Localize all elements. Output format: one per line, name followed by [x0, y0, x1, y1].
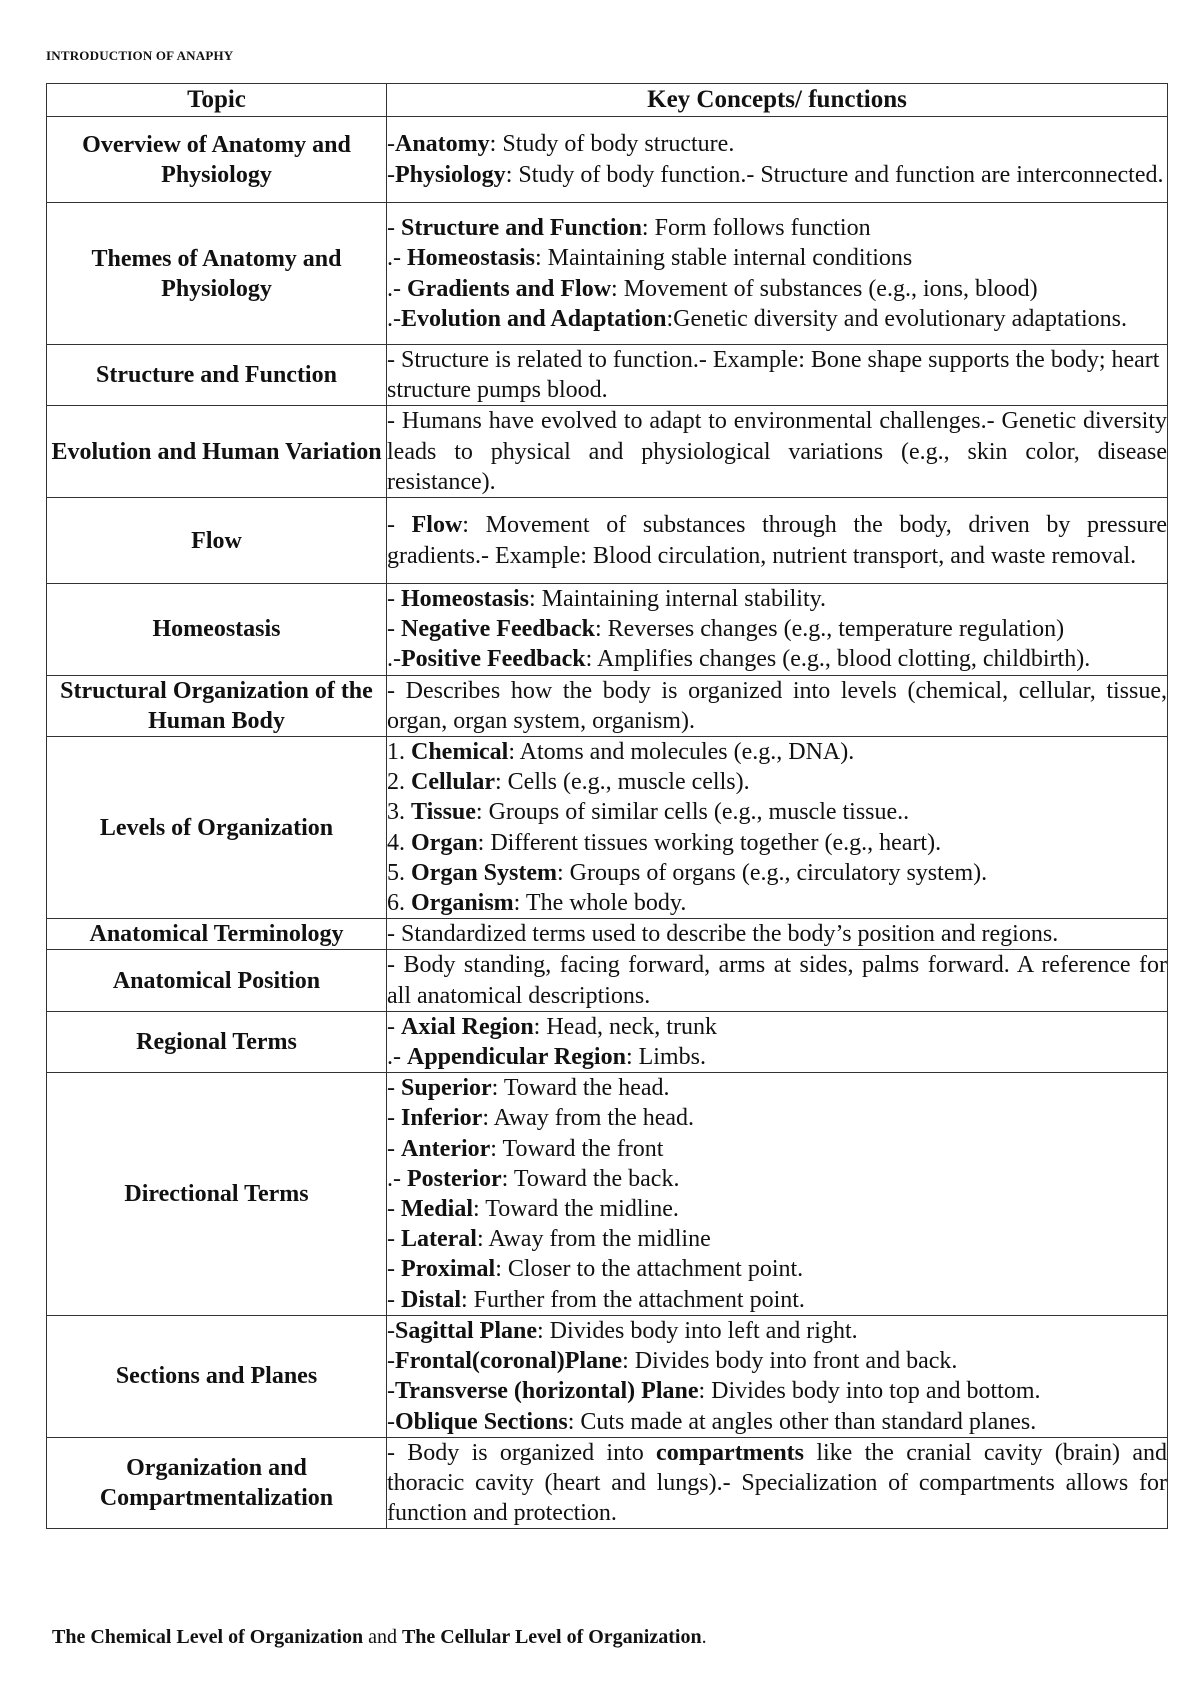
concept-text: : Away from the head. [482, 1105, 695, 1132]
concept-text: : Groups of organs (e.g., circulatory system). [557, 859, 988, 886]
concept-line [387, 1285, 1167, 1315]
concept-cell [387, 584, 1168, 676]
concept-text: - [387, 1226, 401, 1253]
concept-text: .- [387, 646, 401, 673]
concept-text: : Maintaining stable internal conditions [535, 245, 913, 272]
concept-line [387, 614, 1167, 644]
header-topic: Topic [47, 84, 387, 117]
concept-term: Appendicular Region [407, 1044, 626, 1071]
concept-line [387, 888, 1167, 918]
concept-text: - Structure is related to function.- Example: Bone shape supports the body; heart structure pumps blood. [387, 347, 1160, 404]
concept-term: Organism [411, 890, 514, 917]
concept-text: : Groups of similar cells (e.g., muscle tissue.. [475, 799, 910, 826]
concept-line [387, 129, 1167, 159]
topic-cell: Evolution and Human Variation [47, 406, 387, 498]
concept-cell [387, 498, 1168, 584]
concept-text: - [387, 215, 401, 242]
concept-cell [387, 1073, 1168, 1316]
concept-line [387, 1346, 1167, 1376]
table-row [47, 584, 1168, 676]
concept-term: Positive Feedback [401, 646, 586, 673]
concept-line [387, 1316, 1167, 1346]
concept-text: : Away from the midline [476, 1226, 711, 1253]
concept-text: : Toward the back. [501, 1165, 680, 1192]
concept-text: - [387, 131, 395, 158]
concept-term: Superior [401, 1075, 492, 1102]
concept-text: .- [387, 245, 407, 272]
concept-text: : Movement of substances through the body, driven by pressure gradients.- Example: Blood circulation, nutrient transport, and waste removal. [387, 512, 1167, 569]
concept-line [387, 406, 1167, 497]
concept-cell [387, 1437, 1168, 1529]
concept-term: Frontal(coronal)Plane [395, 1348, 623, 1375]
concept-line [387, 160, 1167, 190]
table-row [47, 1011, 1168, 1072]
concept-text: - [387, 1105, 401, 1132]
topic-cell: Themes of Anatomy and Physiology [47, 203, 387, 345]
concept-text: : Study of body function.- Structure and function are interconnected. [505, 161, 1164, 188]
concept-line [387, 1134, 1167, 1164]
concepts-table [46, 83, 1168, 1529]
concept-text: : Form follows function [641, 215, 871, 242]
table-row [47, 345, 1168, 406]
footer-note [52, 1626, 707, 1649]
concept-line [387, 797, 1167, 827]
table-row [47, 498, 1168, 584]
concept-term: Physiology [395, 161, 506, 188]
concept-line [387, 737, 1167, 767]
concept-text: : Closer to the attachment point. [495, 1256, 804, 1283]
table-body [47, 117, 1168, 1529]
header-key-concepts: Key Concepts/ functions [387, 84, 1168, 117]
concept-term: Negative Feedback [401, 616, 595, 643]
concept-text: 1. [387, 739, 411, 766]
concept-line [387, 510, 1167, 570]
concept-text: - [387, 1348, 395, 1375]
concept-text: - [387, 1378, 395, 1405]
concept-term: Proximal [401, 1256, 496, 1283]
concept-term: Medial [401, 1196, 473, 1223]
concept-text: : Divides body into top and bottom. [698, 1378, 1041, 1405]
concept-term: Cellular [411, 769, 495, 796]
concept-text: - Body is organized into [387, 1439, 657, 1466]
concept-line [387, 767, 1167, 797]
concept-line [387, 1042, 1167, 1072]
concept-text: : Reverses changes (e.g., temperature regulation) [594, 616, 1065, 643]
concept-text: - [387, 1408, 395, 1435]
topic-cell: Structural Organization of the Human Body [47, 675, 387, 736]
footer-cellular-level: The Cellular Level of Organization [401, 1626, 702, 1648]
concept-text: : Atoms and molecules (e.g., DNA). [508, 739, 855, 766]
concept-term: Oblique Sections [395, 1408, 568, 1435]
table-row [47, 919, 1168, 950]
concept-line [387, 1254, 1167, 1284]
concept-text: : Divides body into left and right. [537, 1317, 858, 1344]
concept-text: .- [387, 275, 407, 302]
concept-text: :Genetic diversity and evolutionary adaptations. [666, 305, 1127, 332]
concept-term: Anatomy [395, 131, 490, 158]
concept-text: : Amplifies changes (e.g., blood clotting, childbirth). [585, 646, 1091, 673]
concept-text: - Describes how the body is organized into levels (chemical, cellular, tissue, organ, organ system, organism). [387, 677, 1167, 734]
concept-text: : Study of body structure. [489, 131, 735, 158]
concept-line [387, 950, 1167, 1010]
concept-term: Chemical [411, 739, 509, 766]
topic-cell: Anatomical Terminology [47, 919, 387, 950]
table-header-row [47, 84, 1168, 117]
table-row [47, 675, 1168, 736]
topic-cell: Anatomical Position [47, 950, 387, 1011]
topic-cell: Levels of Organization [47, 737, 387, 919]
concept-line [387, 1407, 1167, 1437]
topic-cell: Sections and Planes [47, 1315, 387, 1437]
concept-text: : Toward the head. [491, 1075, 670, 1102]
concept-text: : Movement of substances (e.g., ions, blood) [611, 275, 1038, 302]
concept-text: : Limbs. [625, 1044, 706, 1071]
concept-cell [387, 345, 1168, 406]
concept-text: - [387, 1075, 401, 1102]
concept-text: : Further from the attachment point. [461, 1286, 805, 1313]
concept-line [387, 1073, 1167, 1103]
concept-line [387, 243, 1167, 273]
concept-text: : Toward the front [490, 1135, 664, 1162]
concept-text: : Divides body into front and back. [622, 1348, 958, 1375]
table-row [47, 737, 1168, 919]
topic-cell: Directional Terms [47, 1073, 387, 1316]
table-row [47, 1073, 1168, 1316]
concept-term: Transverse (horizontal) Plane [395, 1378, 699, 1405]
concept-text: : Head, neck, trunk [533, 1013, 717, 1040]
concept-term: Flow [411, 512, 463, 539]
concept-text: like the cranial cavity (brain) and thoracic cavity (heart and lungs).- Specialization of compartments allows for function and protection. [387, 1439, 1168, 1527]
concept-cell [387, 117, 1168, 203]
concept-text: : Toward the midline. [473, 1196, 679, 1223]
concept-line [387, 1438, 1167, 1529]
concept-text: - [387, 1286, 401, 1313]
concept-term: Inferior [401, 1105, 483, 1132]
concept-text: - [387, 1256, 401, 1283]
concept-text: - [387, 1135, 401, 1162]
concept-cell [387, 919, 1168, 950]
concept-text: : The whole body. [513, 890, 687, 917]
concept-term: Axial Region [401, 1013, 534, 1040]
concept-term: Homeostasis [401, 586, 529, 613]
concept-term: Anterior [401, 1135, 491, 1162]
concept-text: : Maintaining internal stability. [529, 586, 827, 613]
topic-cell: Structure and Function [47, 345, 387, 406]
concept-cell [387, 1315, 1168, 1437]
concept-text: 4. [387, 829, 411, 856]
concept-text: .- [387, 305, 401, 332]
topic-cell: Regional Terms [47, 1011, 387, 1072]
concept-line [387, 1194, 1167, 1224]
concept-line [387, 1376, 1167, 1406]
concept-text: - Body standing, facing forward, arms at sides, palms forward. A reference for all anatomical descriptions. [387, 952, 1167, 1009]
concept-term: Organ [411, 829, 478, 856]
concept-text: - [387, 586, 401, 613]
topic-cell: Homeostasis [47, 584, 387, 676]
concept-cell [387, 737, 1168, 919]
concept-text: .- [387, 1044, 407, 1071]
concept-line [387, 345, 1167, 405]
concept-term: Tissue [411, 799, 476, 826]
concept-term: Structure and Function [401, 215, 642, 242]
concept-cell [387, 203, 1168, 345]
concept-line [387, 644, 1167, 674]
concept-text: 3. [387, 799, 411, 826]
concept-line [387, 919, 1167, 949]
concept-cell [387, 1011, 1168, 1072]
document-title: INTRODUCTION OF ANAPHY [46, 48, 234, 63]
table-row [47, 406, 1168, 498]
concept-term: Posterior [407, 1165, 502, 1192]
table-row [47, 117, 1168, 203]
concept-term: Organ System [411, 859, 557, 886]
table-row [47, 1315, 1168, 1437]
concept-cell [387, 950, 1168, 1011]
concept-line [387, 1224, 1167, 1254]
concept-text: - [387, 512, 412, 539]
concept-line [387, 828, 1167, 858]
concept-line [387, 213, 1167, 243]
concept-term: Lateral [401, 1226, 477, 1253]
concept-text: : Cuts made at angles other than standard planes. [567, 1408, 1037, 1435]
concept-text: : Cells (e.g., muscle cells). [495, 769, 750, 796]
concept-text: - [387, 1013, 401, 1040]
concept-text: 5. [387, 859, 411, 886]
table-row [47, 1437, 1168, 1529]
topic-cell: Organization and Compartmentalization [47, 1437, 387, 1529]
concept-text: - [387, 616, 401, 643]
table-row [47, 203, 1168, 345]
footer-chemical-level: The Chemical Level of Organization [52, 1626, 364, 1648]
footer-and: and [363, 1626, 402, 1648]
topic-cell: Flow [47, 498, 387, 584]
table-row [47, 950, 1168, 1011]
concept-cell [387, 406, 1168, 498]
concept-term: Homeostasis [407, 245, 535, 272]
concept-text: : Different tissues working together (e.g., heart). [477, 829, 942, 856]
concept-text: .- [387, 1165, 407, 1192]
concept-text: 6. [387, 890, 411, 917]
concept-line [387, 304, 1167, 334]
concept-line [387, 584, 1167, 614]
topic-cell: Overview of Anatomy and Physiology [47, 117, 387, 203]
concept-text: - [387, 1196, 401, 1223]
concept-text: - [387, 1317, 395, 1344]
concept-text: - Standardized terms used to describe the body’s position and regions. [387, 921, 1059, 948]
concept-term: compartments [656, 1439, 805, 1466]
concept-term: Gradients and Flow [407, 275, 612, 302]
concept-term: Evolution and Adaptation [401, 305, 667, 332]
concept-line [387, 1164, 1167, 1194]
concept-term: Distal [401, 1286, 461, 1313]
concept-text: - [387, 161, 395, 188]
concept-line [387, 274, 1167, 304]
concept-cell [387, 675, 1168, 736]
concept-line [387, 1012, 1167, 1042]
concept-text: 2. [387, 769, 411, 796]
concept-line [387, 1103, 1167, 1133]
concept-term: Sagittal Plane [395, 1317, 537, 1344]
footer-period: . [701, 1626, 707, 1648]
concept-text: - Humans have evolved to adapt to environmental challenges.- Genetic diversity leads to physical and physiological variations (e.g., skin color, disease resistance). [387, 408, 1167, 495]
concept-line [387, 676, 1167, 736]
concept-line [387, 858, 1167, 888]
